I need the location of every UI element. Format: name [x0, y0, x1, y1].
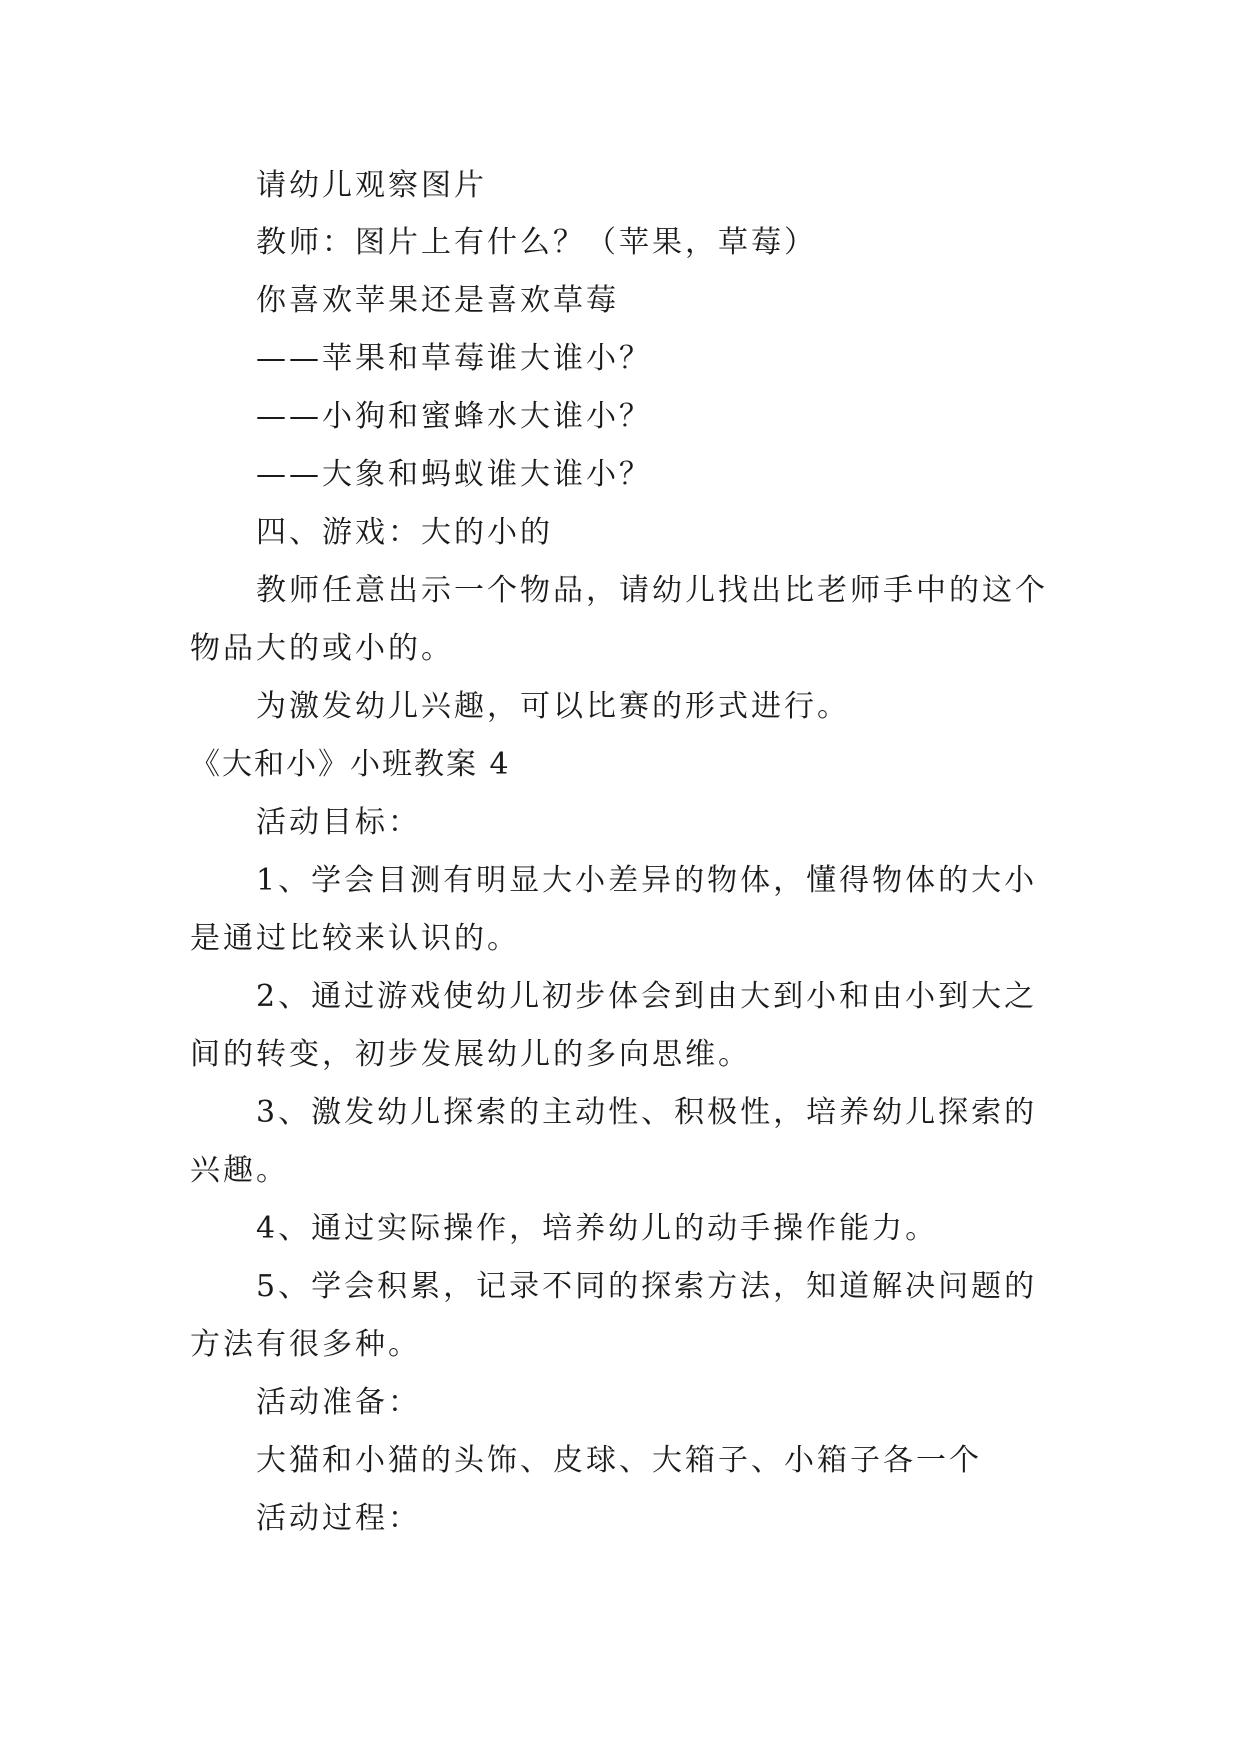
text-line: 2、通过游戏使幼儿初步体会到由大到小和由小到大之	[256, 979, 1038, 1014]
text-line: ——大象和蚂蚁谁大谁小？	[256, 457, 652, 492]
text-line: 4、通过实际操作，培养幼儿的动手操作能力。	[256, 1211, 939, 1246]
section-heading: 四、游戏：大的小的	[256, 515, 553, 550]
text-line: 是通过比较来认识的。	[190, 921, 520, 956]
text-line: ——苹果和草莓谁大谁小？	[256, 341, 652, 376]
text-line: 物品大的或小的。	[190, 631, 454, 666]
text-line: 请幼儿观察图片	[256, 168, 487, 203]
text-line: 间的转变，初步发展幼儿的多向思维。	[190, 1037, 751, 1072]
text-line: 兴趣。	[190, 1153, 289, 1188]
text-line: ——小狗和蜜蜂水大谁小？	[256, 399, 652, 434]
text-line: 你喜欢苹果还是喜欢草莓	[256, 283, 619, 318]
document-title: 《大和小》小班教案 4	[190, 747, 511, 782]
section-heading: 活动目标：	[256, 805, 421, 840]
text-line: 教师：图片上有什么？（苹果，草莓）	[256, 225, 817, 260]
section-heading: 活动准备：	[256, 1385, 421, 1420]
text-line: 大猫和小猫的头饰、皮球、大箱子、小箱子各一个	[256, 1443, 982, 1478]
text-line: 3、激发幼儿探索的主动性、积极性，培养幼儿探索的	[256, 1095, 1038, 1130]
text-line: 方法有很多种。	[190, 1327, 421, 1362]
text-line: 1、学会目测有明显大小差异的物体，懂得物体的大小	[256, 863, 1038, 898]
text-line: 教师任意出示一个物品，请幼儿找出比老师手中的这个	[256, 573, 1048, 608]
text-line: 5、学会积累，记录不同的探索方法，知道解决问题的	[256, 1269, 1038, 1304]
text-line: 为激发幼儿兴趣，可以比赛的形式进行。	[256, 689, 850, 724]
section-heading: 活动过程：	[256, 1501, 421, 1536]
